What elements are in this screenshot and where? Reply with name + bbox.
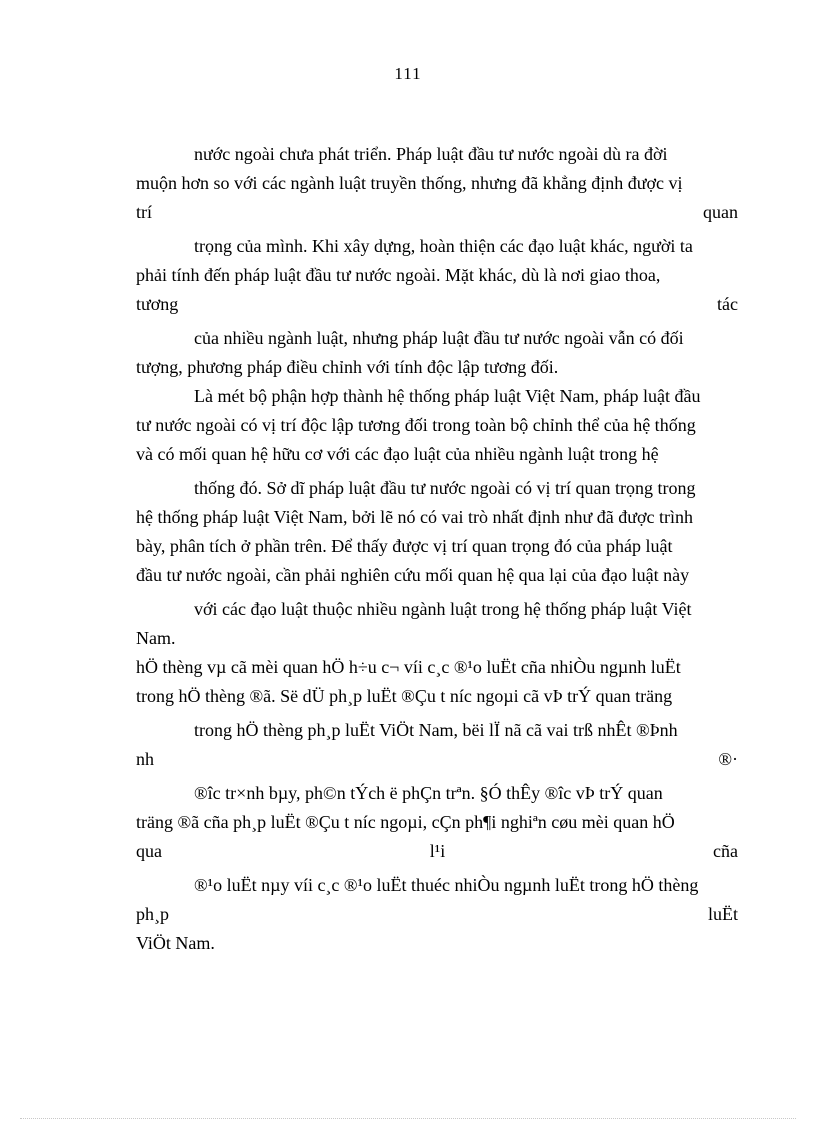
text-line: bày, phân tích ở phần trên. Để thấy được vị trí quan trọng đó của pháp luật [136, 536, 673, 556]
text-line: tượng, phương pháp điều chỉnh với tính độc lập tương đối. [136, 357, 559, 377]
page-bottom-divider [20, 1118, 796, 1119]
line-end-word: cña [713, 841, 738, 861]
text-line-justified [136, 290, 738, 319]
text-line-justified [136, 837, 738, 866]
page-number: 111 [394, 64, 422, 83]
text-line: ®¹o luËt nµy víi c¸c ®¹o luËt thuéc nhiÒu ngµnh luËt trong hÖ thèng [194, 875, 699, 895]
text-line-justified [136, 198, 738, 227]
text-line: với các đạo luật thuộc nhiều ngành luật trong hệ thống pháp luật Việt [194, 599, 692, 619]
line-start-word: ph¸p [136, 904, 169, 924]
text-line: nước ngoài chưa phát triển. Pháp luật đầu tư nước ngoài dù ra đời [194, 144, 668, 164]
text-line: đầu tư nước ngoài, cần phải nghiên cứu mối quan hệ qua lại của đạo luật này [136, 565, 690, 585]
text-line: trọng của mình. Khi xây dựng, hoàn thiện các đạo luật khác, người ta [194, 236, 693, 256]
text-line: muộn hơn so với các ngành luật truyền thống, nhưng đã khẳng định được vị [136, 173, 683, 193]
line-start-word: tương [136, 294, 179, 314]
text-line: ®îc tr×nh bµy, ph©n tÝch ë phÇn trªn. §Ó thÊy ®îc vÞ trÝ quan [194, 783, 663, 803]
text-line: träng ®ã cña ph¸p luËt ®Çu t níc ngoµi, cÇn ph¶i nghiªn cøu mèi quan hÖ [136, 812, 675, 832]
line-end-word: tác [717, 294, 738, 314]
text-line: tư nước ngoài có vị trí độc lập tương đối trong toàn bộ chỉnh thể của hệ thống [136, 415, 696, 435]
line-end-word: ®· [718, 749, 738, 769]
text-line: và có mối quan hệ hữu cơ với các đạo luật của nhiều ngành luật trong hệ [136, 444, 659, 464]
text-line-justified [136, 745, 738, 774]
text-line: ViÖt Nam. [136, 933, 215, 953]
line-start-word: trí [136, 202, 152, 222]
text-line: Nam. [136, 628, 176, 648]
line-end-word: quan [703, 202, 738, 222]
text-line: hÖ thèng vµ cã mèi quan hÖ h÷u c¬ víi c¸c ®¹o luËt cña nhiÒu ngµnh luËt [136, 657, 681, 677]
line-middle-word: l¹i [429, 841, 446, 861]
text-line: hệ thống pháp luật Việt Nam, bởi lẽ nó có vai trò nhất định như đã được trình [136, 507, 694, 527]
text-line-justified [136, 900, 738, 929]
text-line: trong hÖ thèng ®ã. Së dÜ ph¸p luËt ®Çu t níc ngoµi cã vÞ trÝ quan träng [136, 686, 673, 706]
text-line: thống đó. Sở dĩ pháp luật đầu tư nước ngoài có vị trí quan trọng trong [194, 478, 696, 498]
line-end-word: luËt [708, 904, 738, 924]
text-line: Là mét bộ phận hợp thành hệ thống pháp luật Việt Nam, pháp luật đầu [194, 386, 701, 406]
text-line: trong hÖ thèng ph¸p luËt ViÖt Nam, bëi lÏ nã cã vai trß nhÊt ®Þnh [194, 720, 678, 740]
document-body [136, 140, 738, 958]
text-line: phải tính đến pháp luật đầu tư nước ngoài. Mặt khác, dù là nơi giao thoa, [136, 265, 661, 285]
line-start-word: qua [136, 841, 162, 861]
text-line: của nhiều ngành luật, nhưng pháp luật đầu tư nước ngoài vẫn có đối [194, 328, 684, 348]
line-start-word: nh [136, 749, 154, 769]
